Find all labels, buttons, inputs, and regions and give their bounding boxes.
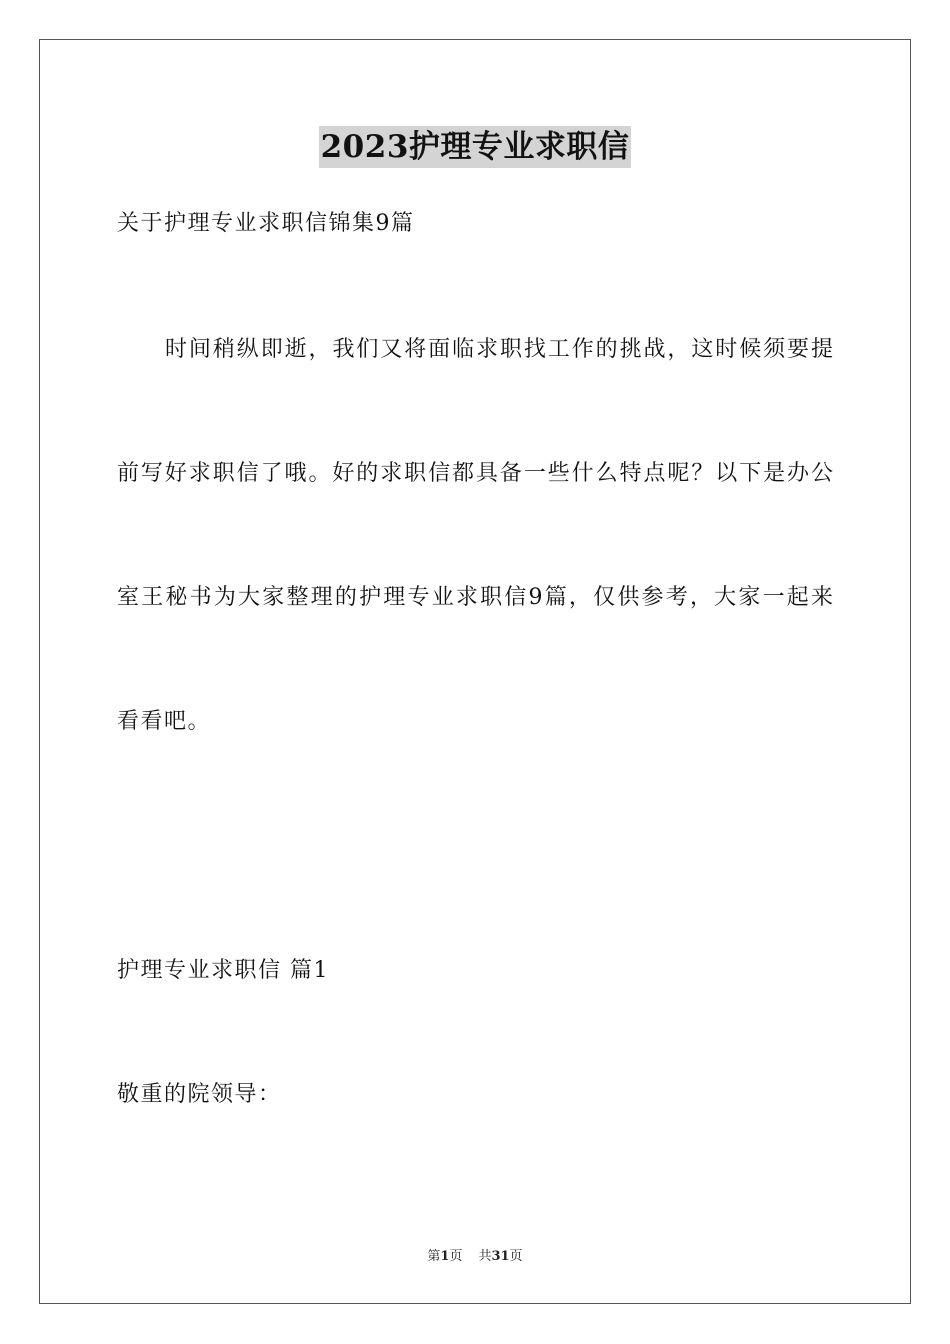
- section-heading: 护理专业求职信 篇1: [117, 958, 329, 983]
- intro-line-3: 室王秘书为大家整理的护理专业求职信9篇，仅供参考，大家一起来: [117, 585, 833, 610]
- intro-line-2: 前写好求职信了哦。好的求职信都具备一些什么特点呢？以下是办公: [117, 461, 833, 486]
- total-suffix: 页: [509, 1249, 523, 1264]
- page-prefix: 第: [427, 1249, 441, 1264]
- page-suffix: 页: [449, 1249, 463, 1264]
- page-footer: [0, 1248, 950, 1266]
- total-prefix: 共: [478, 1249, 492, 1264]
- total-pages: 31: [491, 1249, 510, 1264]
- page-current: 1: [440, 1249, 450, 1264]
- document-subtitle: 关于护理专业求职信锦集9篇: [117, 211, 415, 236]
- salutation: 敬重的院领导：: [117, 1082, 282, 1107]
- document-title: 2023护理专业求职信: [319, 126, 632, 168]
- intro-line-1: 时间稍纵即逝，我们又将面临求职找工作的挑战，这时候须要提: [165, 337, 833, 362]
- title-wrap: [0, 126, 950, 168]
- intro-line-4: 看看吧。: [117, 709, 212, 734]
